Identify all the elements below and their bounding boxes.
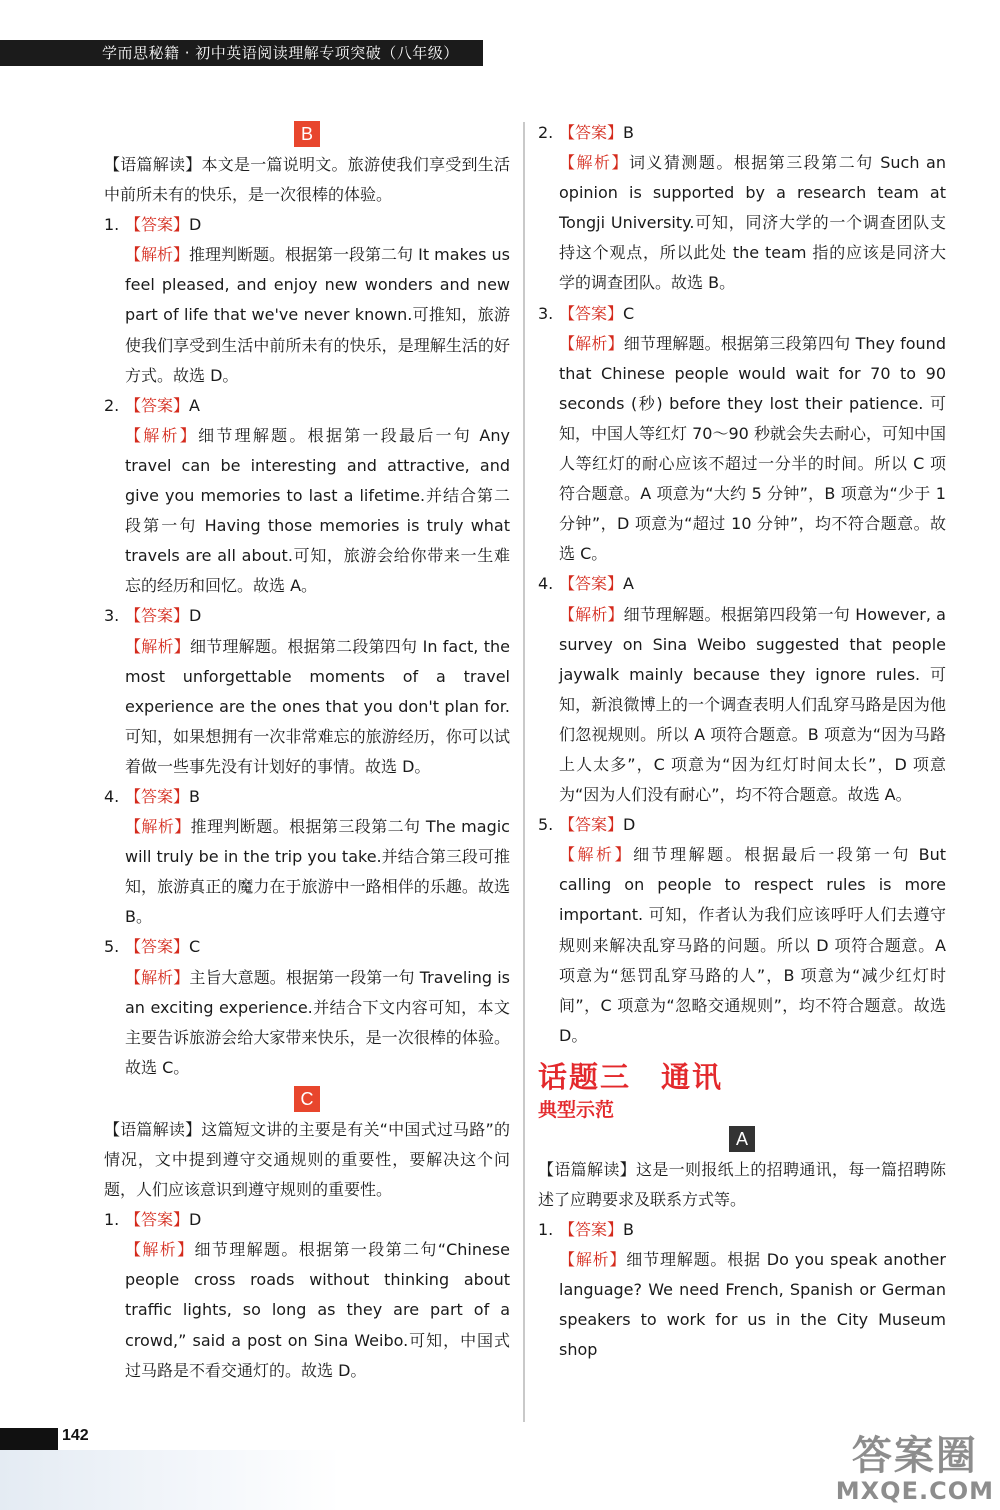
answer-tag: 【答案】 xyxy=(125,937,190,957)
item-number: 1. xyxy=(104,215,120,235)
analysis-text: 细节理解题。根据第二段第四句 In fact, the most unforgettable moments of a travel experience are the ones that you don't plan for.可知，如果想拥有一次非常难忘的旅游经历，你可以试着做一些事先没有计划好的事情。故选 D。 xyxy=(125,636,510,776)
answer-item xyxy=(104,782,510,932)
analysis-tag: 【解析】 xyxy=(125,967,190,987)
section-b-intro: 【语篇解读】本文是一篇说明文。旅游使我们享受到生活中前所未有的快乐，是一次很棒的体验。 xyxy=(104,155,510,205)
answer-value: A xyxy=(623,574,634,594)
analysis-tag: 【解析】 xyxy=(559,153,629,173)
analysis-text: 推理判断题。根据第一段第二句 It makes us feel pleased, and enjoy new wonders and new part of life that we've never known.可推知，旅游使我们享受到生活中前所未有的快乐，是理解生活的好方式。故选 D。 xyxy=(125,245,511,385)
answer-tag: 【答案】 xyxy=(559,574,624,594)
answer-value: D xyxy=(623,815,636,835)
answer-tag: 【答案】 xyxy=(125,395,190,415)
answer-item xyxy=(104,210,510,391)
answer-item xyxy=(538,118,946,299)
answer-tag: 【答案】 xyxy=(125,1210,190,1230)
item-number: 5. xyxy=(538,815,554,835)
left-column xyxy=(104,118,510,1386)
answer-item xyxy=(538,1215,946,1365)
section-a-badge: A xyxy=(729,1126,755,1152)
analysis-tag: 【解析】 xyxy=(125,1240,195,1260)
section-c-header xyxy=(104,1083,510,1115)
answer-item xyxy=(104,1205,510,1386)
answer-value: D xyxy=(189,606,202,626)
watermark-url: MXQE.COM xyxy=(835,1477,994,1505)
section-c-intro: 【语篇解读】这篇短文讲的主要是有关“中国式过马路”的情况，文中提到遵守交通规则的重要性，要解决这个问题，人们应该意识到遵守规则的重要性。 xyxy=(104,1119,510,1200)
book-title: 学而思秘籍 · 初中英语阅读理解专项突破（八年级） xyxy=(102,44,459,62)
analysis-tag: 【解析】 xyxy=(125,245,190,265)
answer-tag: 【答案】 xyxy=(125,215,190,235)
answer-tag: 【答案】 xyxy=(559,303,624,323)
item-number: 2. xyxy=(104,395,120,415)
book-header-bar xyxy=(0,40,483,66)
answer-item xyxy=(104,391,510,602)
item-number: 2. xyxy=(538,123,554,142)
page-number-bar xyxy=(0,1428,58,1450)
topic-number: 话题三 xyxy=(538,1059,632,1094)
answer-tag: 【答案】 xyxy=(559,815,624,835)
analysis-tag: 【解析】 xyxy=(125,636,190,656)
item-number: 1. xyxy=(538,1220,554,1240)
analysis-tag: 【解析】 xyxy=(125,817,191,837)
corner-decoration xyxy=(0,1450,340,1510)
answer-value: C xyxy=(623,303,635,323)
answer-value: D xyxy=(189,215,202,235)
answer-value: A xyxy=(189,395,200,415)
item-number: 4. xyxy=(538,574,554,594)
analysis-tag: 【解析】 xyxy=(559,604,624,624)
item-number: 5. xyxy=(104,937,120,957)
item-number: 3. xyxy=(104,606,120,626)
analysis-text: 细节理解题。根据第一段第二句“Chinese people cross roads without thinking about traffic lights, so long as they are part of a crowd,” said a post on Sina Weibo.可知，中国式过马路是不看交通灯的。故选 D。 xyxy=(125,1240,510,1380)
topic-name: 通讯 xyxy=(661,1059,724,1094)
analysis-tag: 【解析】 xyxy=(559,845,634,865)
analysis-text: 细节理解题。根据第一段最后一句 Any travel can be interesting and attractive, and give you memories to last a lifetime.并结合第二段第一句 Having those memories is truly what travels are all about.可知，旅游会给你带来一生难忘的经历和回忆。故选 A。 xyxy=(125,425,510,596)
analysis-text: 推理判断题。根据第三段第二句 The magic will truly be in the trip you take.并结合第三段可推知，旅游真正的魔力在于旅游中一路相伴的乐趣。故选 B。 xyxy=(125,817,510,927)
section-a-header xyxy=(538,1123,946,1155)
item-number: 3. xyxy=(538,303,554,323)
answer-item xyxy=(538,299,946,570)
answer-item xyxy=(104,932,510,1082)
section-c-badge: C xyxy=(294,1086,320,1112)
analysis-text: 细节理解题。根据最后一段第一句 But calling on people to respect rules is more important. 可知，作者认为我们应该呼吁人们去遵守规则来解决乱穿马路的问题。所以 D 项符合题意。A 项意为“惩罚乱穿马路的人”，B 项意为“减少红灯时间”，C 项意为“忽略交通规则”，均不符合题意。故选 D。 xyxy=(559,845,946,1045)
analysis-text: 主旨大意题。根据第一段第一句 Traveling is an exciting experience.并结合下文内容可知，本文主要告诉旅游会给大家带来快乐，是一次很棒的体验。故选 C。 xyxy=(125,967,510,1077)
topic-subtitle: 典型示范 xyxy=(538,1098,615,1121)
analysis-tag: 【解析】 xyxy=(559,333,624,353)
answer-value: D xyxy=(189,1210,202,1230)
answer-tag: 【答案】 xyxy=(559,123,624,142)
answer-tag: 【答案】 xyxy=(559,1220,624,1240)
right-column xyxy=(538,118,946,1366)
answer-value: B xyxy=(189,786,200,806)
answer-tag: 【答案】 xyxy=(125,786,190,806)
item-number: 4. xyxy=(104,786,120,806)
section-b-header xyxy=(104,118,510,150)
answer-value: C xyxy=(189,937,201,957)
answer-item xyxy=(538,569,946,810)
analysis-text: 细节理解题。根据第四段第一句 However, a survey on Sina Weibo suggested that people jaywalk mainly because they ignore rules. 可知，新浪微博上的一个调查表明人们乱穿马路是因为他们忽视规则。所以 A 项符合题意。B 项意为“因为马路上人太多”，C 项意为“因为红灯时间太长”，D 项意为“因为人们没有耐心”，均不符合题意。故选 A。 xyxy=(559,604,946,805)
answer-item xyxy=(104,601,510,782)
section-a-intro: 【语篇解读】这是一则报纸上的招聘通讯，每一篇招聘陈述了应聘要求及联系方式等。 xyxy=(538,1159,946,1209)
column-divider xyxy=(523,122,525,1422)
analysis-tag: 【解析】 xyxy=(559,1250,627,1270)
answer-item xyxy=(538,810,946,1051)
page-number: 142 xyxy=(62,1427,89,1444)
analysis-text: 细节理解题。根据 Do you speak another language? We need French, Spanish or German speakers to work for us in the City Museum shop xyxy=(559,1250,946,1360)
answer-value: B xyxy=(623,1220,634,1240)
analysis-text: 词义猜测题。根据第三段第二句 Such an opinion is supported by a research team at Tongji University.可知，同济大学的一个调查团队支持这个观点，所以此处 the team 指的应该是同济大学的调查团队。故选 B。 xyxy=(559,153,946,293)
answer-tag: 【答案】 xyxy=(125,606,190,626)
watermark-text: 答案圈 xyxy=(851,1433,978,1479)
item-number: 1. xyxy=(104,1210,120,1230)
answer-value: B xyxy=(623,123,634,142)
section-b-badge: B xyxy=(294,121,320,147)
topic-title xyxy=(538,1057,946,1097)
watermark-logo xyxy=(836,1434,994,1504)
analysis-text: 细节理解题。根据第三段第四句 They found that Chinese people would wait for 70 to 90 seconds (秒) before they lost their patience. 可知，中国人等红灯 70～90 秒就会失去耐心，可知中国人等红灯的耐心应该不超过一分半的时间。所以 C 项符合题意。A 项意为“大约 5 分钟”，B 项意为“少于 1 分钟”，D 项意为“超过 10 分钟”，均不符合题意。故选 C。 xyxy=(559,333,946,564)
analysis-tag: 【解析】 xyxy=(125,425,199,445)
